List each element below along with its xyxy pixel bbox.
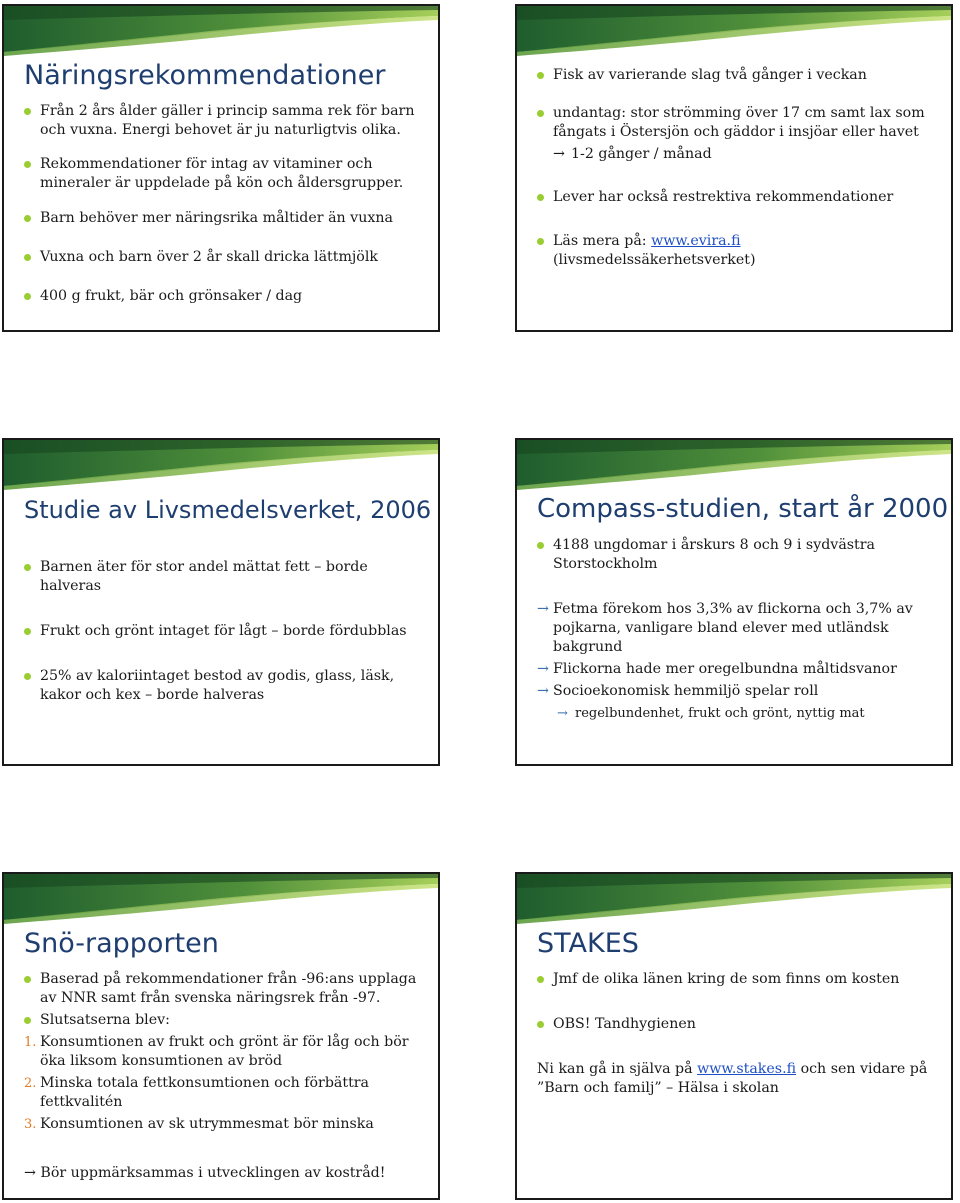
bullet-item: Slutsatserna blev: (24, 1011, 422, 1030)
arrow-item (537, 660, 935, 679)
bullet-item: Vuxna och barn över 2 år skall dricka lättmjölk (24, 248, 422, 267)
item-number: 3. (24, 1117, 37, 1132)
slide-stakes (515, 872, 953, 1200)
numbered-item-text: Konsumtionen av frukt och grönt är för låg och bör öka liksom konsumtionen av bröd (40, 1034, 409, 1069)
bullet-item: OBS! Tandhygienen (537, 1015, 935, 1034)
read-more-note: (livsmedelssäkerhetsverket) (553, 252, 756, 268)
numbered-item (24, 1033, 422, 1071)
arrow-item (537, 600, 935, 657)
footer-note (24, 1164, 385, 1183)
slide-title: Compass-studien, start år 2000 (537, 494, 949, 524)
slide-title: Snö-rapporten (24, 928, 219, 959)
slide-naringsrekommendationer (2, 4, 440, 332)
bullet-item: Frukt och grönt intaget för lågt – borde fördubblas (24, 622, 422, 641)
bullet-item: Baserad på rekommendationer från -96:ans upplaga av NNR samt från svenska näringsrek från -97. (24, 970, 422, 1008)
arrow-icon: → (537, 601, 549, 617)
evira-link[interactable]: www.evira.fi (651, 233, 741, 249)
bullet-item: Rekommendationer för intag av vitaminer och mineraler är uppdelade på kön och åldersgrupper. (24, 155, 422, 193)
arrow-item (537, 145, 935, 164)
footer-note-text: Bör uppmärksammas i utvecklingen av kostråd! (40, 1165, 386, 1181)
stakes-intro-text: Ni kan gå in själva på (537, 1061, 698, 1077)
bullet-item (537, 232, 935, 270)
arrow-item (537, 682, 935, 701)
numbered-item (24, 1074, 422, 1112)
plain-item (537, 1060, 935, 1098)
arrow-icon: → (24, 1165, 36, 1181)
arrow-item-text: Socioekonomisk hemmiljö spelar roll (553, 683, 819, 699)
arrow-icon: → (537, 683, 549, 699)
arrow-icon: → (557, 706, 568, 721)
bullet-item: 4188 ungdomar i årskurs 8 och 9 i sydvästra Storstockholm (537, 536, 935, 574)
slide-fisk (515, 4, 953, 332)
arrow-item-text: Flickorna hade mer oregelbundna måltidsvanor (553, 661, 897, 677)
sub-item-text: regelbundenhet, frukt och grönt, nyttig mat (575, 706, 865, 721)
bullet-item: Från 2 års ålder gäller i princip samma rek för barn och vuxna. Energi behovet är ju naturligtvis olika. (24, 102, 422, 140)
slide-compass-studien (515, 438, 953, 766)
slide-sno-rapporten (2, 872, 440, 1200)
slide-studie-livsmedelsverket (2, 438, 440, 766)
arrow-icon: → (537, 661, 549, 677)
bullet-item: Fisk av varierande slag två gånger i veckan (537, 66, 935, 85)
bullet-item: Barn behöver mer näringsrika måltider än vuxna (24, 209, 422, 228)
slide-title: Studie av Livsmedelsverket, 2006 (24, 496, 432, 524)
sub-arrow-item (537, 704, 935, 723)
arrow-icon: → (553, 146, 565, 162)
bullet-item: 25% av kaloriintaget bestod av godis, glass, läsk, kakor och kex – borde halveras (24, 667, 422, 705)
slide-title: Näringsrekommendationer (24, 60, 386, 91)
numbered-item-text: Konsumtionen av sk utrymmesmat bör minska (40, 1116, 374, 1132)
numbered-item-text: Minska totala fettkonsumtionen och förbättra fettkvalitén (40, 1075, 370, 1110)
bullet-item: 400 g frukt, bär och grönsaker / dag (24, 287, 422, 306)
bullet-item: undantag: stor strömming över 17 cm samt lax som fångats i Östersjön och gäddor i insjöar eller havet (537, 104, 935, 142)
stakes-link[interactable]: www.stakes.fi (697, 1061, 797, 1077)
arrow-item-text: 1-2 gånger / månad (571, 146, 712, 162)
bullet-item: Jmf de olika länen kring de som finns om kosten (537, 970, 935, 989)
stakes-continue-text: och sen vidare på ”Barn och familj” – Hälsa i skolan (537, 1061, 928, 1096)
item-number: 1. (24, 1035, 37, 1050)
read-more-label: Läs mera på: (553, 233, 652, 249)
arrow-item-text: Fetma förekom hos 3,3% av flickorna och 3,7% av pojkarna, vanligare bland elever med utländsk bakgrund (553, 601, 913, 655)
numbered-item (24, 1115, 422, 1134)
item-number: 2. (24, 1076, 37, 1091)
slide-title: STAKES (537, 928, 639, 959)
bullet-item: Barnen äter för stor andel mättat fett – borde halveras (24, 558, 422, 596)
bullet-item: Lever har också restrektiva rekommendationer (537, 188, 935, 207)
